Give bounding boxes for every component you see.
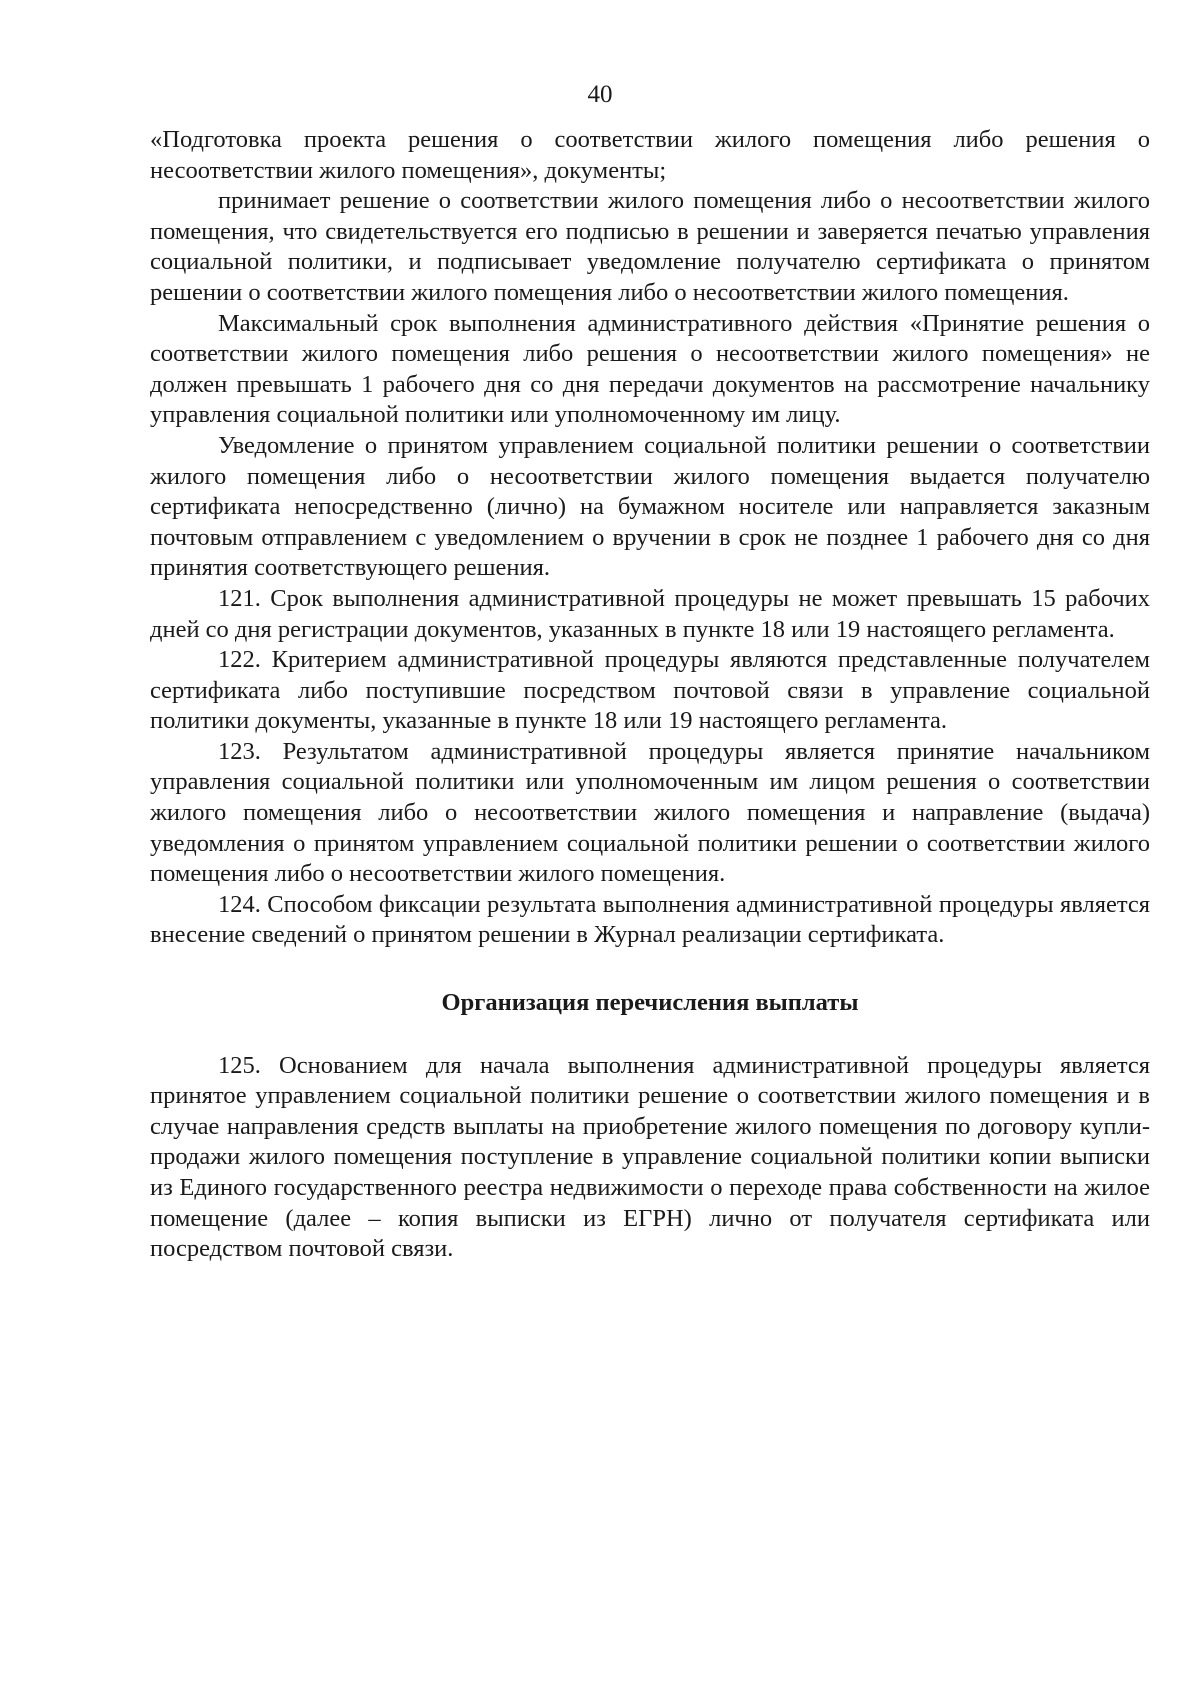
paragraph: Максимальный срок выполнения административного действия «Принятие решения о соответствии жилого помещения либо решения о несоответствии жилого помещения» не должен превышать 1 рабочего дня со дня передачи документов на рассмотрение начальнику управления социальной политики или уполномоченному им лицу. <box>150 309 1150 429</box>
paragraph-123: 123. Результатом административной процедуры является принятие начальником управления социальной политики или уполномоченным им лицом решения о соответствии жилого помещения либо о несоответствии жилого помещения и направление (выдача) уведомления о принятом управлением социальной политики решении о соответствии жилого помещения либо о несоответствии жилого помещения. <box>150 737 1150 888</box>
paragraph-125: 125. Основанием для начала выполнения административной процедуры является принятое управлением социальной политики решение о соответствии жилого помещения и в случае направления средств выплаты на приобретение жилого помещения по договору купли-продажи жилого помещения поступление в управление социальной политики копии выписки из Единого государственного реестра недвижимости о переходе права собственности на жилое помещение (далее – копия выписки из ЕГРН) лично от получателя сертификата или посредством почтовой связи. <box>150 1051 1150 1263</box>
paragraph-122: 122. Критерием административной процедуры являются представленные получателем сертификата либо поступившие посредством почтовой связи в управление социальной политики документы, указанные в пункте 18 или 19 настоящего регламента. <box>150 646 1150 735</box>
paragraph: Уведомление о принятом управлением социальной политики решении о соответствии жилого помещения либо о несоответствии жилого помещения выдается получателю сертификата непосредственно (лично) на бумажном носителе или направляется заказным почтовым отправлением с уведомлением о вручении в срок не позднее 1 рабочего дня со дня принятия соответствующего решения. <box>150 431 1150 582</box>
paragraph-121: 121. Срок выполнения административной процедуры не может превышать 15 рабочих дней со дня регистрации документов, указанных в пункте 18 или 19 настоящего регламента. <box>150 584 1150 643</box>
paragraph-124: 124. Способом фиксации результата выполнения административной процедуры является внесение сведений о принятом решении в Журнал реализации сертификата. <box>150 890 1150 949</box>
document-body <box>150 125 1150 1265</box>
paragraph: «Подготовка проекта решения о соответствии жилого помещения либо решения о несоответствии жилого помещения», документы; <box>150 126 1150 184</box>
section-heading: Организация перечисления выплаты <box>441 989 859 1017</box>
paragraph: принимает решение о соответствии жилого помещения либо о несоответствии жилого помещения, что свидетельствуется его подписью в решении и заверяется печатью управления социальной политики, и подписывает уведомление получателю сертификата о принятом решении о соответствии жилого помещения либо о несоответствии жилого помещения. <box>150 187 1150 306</box>
page-number: 40 <box>587 81 613 108</box>
